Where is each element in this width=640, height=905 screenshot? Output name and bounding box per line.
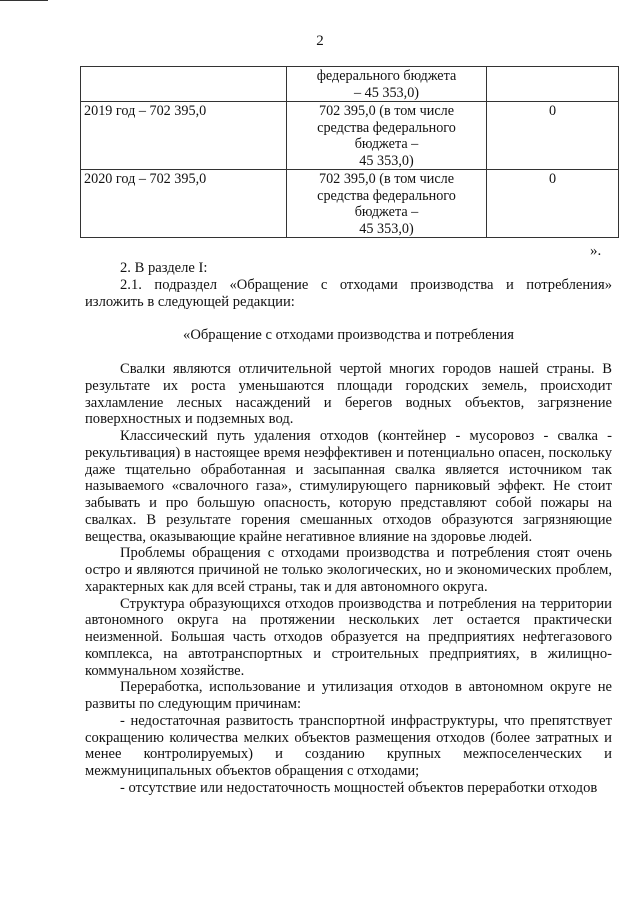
budget-table — [80, 66, 619, 238]
list-item-capacity: - отсутствие или недостаточность мощностей объектов переработки отходов — [120, 779, 598, 796]
cell-line: 702 395,0 (в том числе — [318, 171, 455, 187]
cell-line: 45 353,0) — [359, 152, 414, 169]
cell-line: бюджета – — [354, 204, 419, 220]
table-row — [81, 170, 619, 238]
section-item-2: 2. В разделе I: — [120, 260, 208, 276]
cell-line: средства федерального — [317, 119, 456, 136]
table-cell-amount — [287, 67, 487, 102]
paragraph-classic-route: Классический путь удаления отходов (контейнер - мусоровоз - свалка - рекультивация) в настоящее время неэффективен и потенциально опасен, поскольку даже тщательно обработанная и засыпанная свалка является источником так называемого «свалочного газа», стимулирующего парниковый эффект. Не стоит забывать и про большую опасность, которую представляют собой пожары на свалках. В результате горения смешанных отходов образуются загрязняющие вещества, оказывающие крайне негативное влияние на здоровье людей. — [85, 428, 612, 545]
paragraph-structure: Структура образующихся отходов производства и потребления на территории автономного округа на протяжении нескольких лет остается практически неизменной. Большая часть отходов образуется на предприятиях нефтегазового комплекса, на автотранспортных и строительных предприятиях, в жилищно-коммунальном хозяйстве. — [85, 595, 612, 679]
section-heading: «Обращение с отходами производства и потребления — [183, 327, 514, 344]
table-cell-other — [487, 67, 619, 102]
table-row — [81, 102, 619, 170]
table-cell-amount — [287, 102, 487, 170]
cell-line: бюджета – — [354, 136, 419, 152]
table-cell-other: 0 — [487, 170, 619, 238]
table-cell-other: 0 — [487, 102, 619, 170]
table-row — [81, 67, 619, 102]
page-number: 2 — [316, 33, 324, 49]
cell-line: – 45 353,0) — [353, 84, 420, 101]
table-cell-amount — [287, 170, 487, 238]
cell-line: 45 353,0) — [359, 220, 414, 237]
table-cell-year — [81, 67, 287, 102]
cell-line: средства федерального — [317, 187, 456, 204]
paragraph-problems: Проблемы обращения с отходами производства и потребления стоят очень остро и являются причиной не только экологических, но и экономических проблем, характерных как для всей страны, так и для автономного округа. — [85, 545, 612, 595]
list-item-transport: - недостаточная развитость транспортной инфраструктуры, что препятствует сокращению количества мелких объектов размещения отходов (более затратных и менее контролируемых) и созданию крупных межпоселенческих и межмуниципальных объектов обращения с отходами; — [85, 712, 612, 779]
paragraph-landfills: Свалки являются отличительной чертой многих городов нашей страны. В результате их роста уменьшаются площади городских земель, происходит захламление лесных насаждений и берегов водных объектов, загрязнение поверхностных и подземных вод. — [85, 361, 612, 428]
table-closing-quote: ». — [590, 243, 602, 259]
cell-line: федерального бюджета — [316, 68, 457, 84]
table-cell-year: 2019 год – 702 395,0 — [81, 102, 287, 170]
subsection-item-2-1: 2.1. подраздел «Обращение с отходами производства и потребления» изложить в следующей редакции: — [85, 276, 612, 310]
table-cell-year: 2020 год – 702 395,0 — [81, 170, 287, 238]
top-edge-line — [0, 0, 48, 1]
paragraph-reasons: Переработка, использование и утилизация отходов в автономном округе не развиты по следующим причинам: — [85, 679, 612, 712]
cell-line: 702 395,0 (в том числе — [318, 103, 455, 119]
document-body — [85, 260, 612, 797]
